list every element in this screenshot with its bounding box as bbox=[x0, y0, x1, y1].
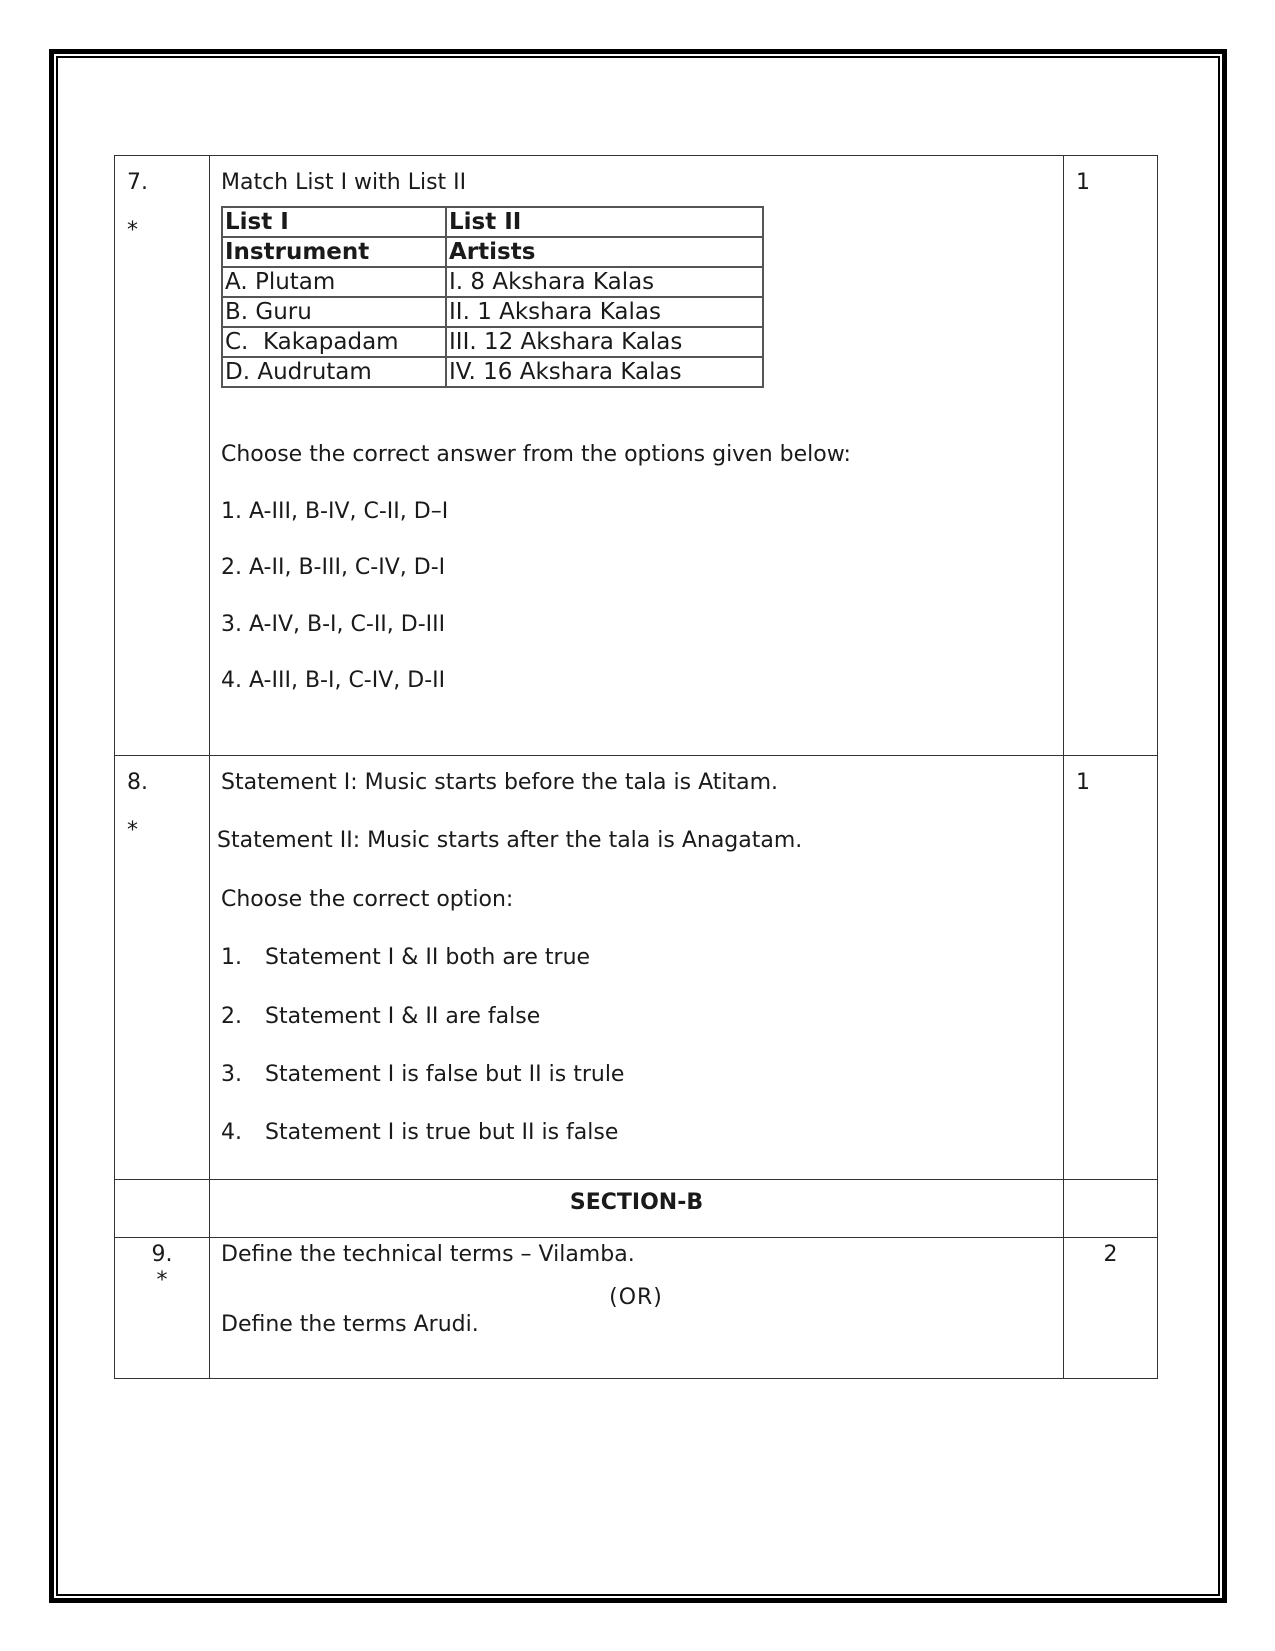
list-two-item: IV. 16 Akshara Kalas bbox=[446, 357, 763, 387]
option-number: 4. bbox=[221, 1120, 242, 1146]
option-number: 3. bbox=[221, 1061, 242, 1087]
list-two-item: I. 8 Akshara Kalas bbox=[446, 267, 763, 297]
question-line: Define the technical terms – Vilamba. bbox=[221, 1242, 635, 1267]
list-two-item: III. 12 Akshara Kalas bbox=[446, 327, 763, 357]
match-row bbox=[222, 267, 763, 297]
answer-option bbox=[221, 945, 1051, 971]
marks-cell bbox=[1064, 156, 1158, 756]
option-text: Statement I & II are false bbox=[265, 1003, 541, 1029]
option-text: Statement I is true but II is false bbox=[265, 1120, 619, 1146]
statement-one: Statement I: Music starts before the tala is Atitam. bbox=[221, 770, 779, 795]
option-number: 1. bbox=[221, 945, 242, 971]
or-separator: (OR) bbox=[609, 1285, 663, 1311]
match-row bbox=[222, 327, 763, 357]
statement-two: Statement II: Music starts after the tala is Anagatam. bbox=[217, 828, 803, 854]
question-number: 9. bbox=[151, 1242, 173, 1267]
question-table bbox=[114, 155, 1158, 1379]
marks-cell bbox=[1064, 756, 1158, 1180]
marks-cell bbox=[1064, 1238, 1158, 1379]
option-number: 2. bbox=[221, 1003, 242, 1029]
question-text-cell bbox=[210, 156, 1064, 756]
empty-cell bbox=[115, 1180, 210, 1238]
question-number-cell bbox=[115, 756, 210, 1180]
marks-value: 1 bbox=[1076, 170, 1090, 195]
match-header-row bbox=[222, 207, 763, 237]
list-one-item: C. Kakapadam bbox=[222, 327, 446, 357]
asterisk-mark: * bbox=[127, 818, 138, 844]
marks-value: 1 bbox=[1076, 770, 1090, 795]
option-text: Statement I is false but II is trule bbox=[265, 1061, 625, 1087]
list-one-item: A. Plutam bbox=[222, 267, 446, 297]
answer-option bbox=[221, 1004, 1051, 1030]
answer-option: 4. A-III, B-I, C-IV, D-II bbox=[221, 667, 446, 693]
answer-option: 2. A-II, B-III, C-IV, D-I bbox=[221, 555, 446, 581]
question-row-7 bbox=[115, 156, 1158, 756]
section-title: SECTION-B bbox=[210, 1180, 1064, 1238]
answer-option bbox=[221, 1062, 1051, 1088]
question-text-cell bbox=[210, 1238, 1064, 1379]
match-list-table bbox=[221, 206, 764, 388]
question-row-8 bbox=[115, 756, 1158, 1180]
question-number: 8. bbox=[127, 770, 148, 795]
section-header-row bbox=[115, 1180, 1158, 1238]
list-one-item: D. Audrutam bbox=[222, 357, 446, 387]
answer-instruction: Choose the correct option: bbox=[221, 886, 514, 912]
empty-cell bbox=[1064, 1180, 1158, 1238]
match-row bbox=[222, 297, 763, 327]
question-line: Define the terms Arudi. bbox=[221, 1311, 479, 1337]
question-number-cell bbox=[115, 156, 210, 756]
answer-option bbox=[221, 1120, 1051, 1146]
option-text: Statement I & II both are true bbox=[265, 945, 591, 971]
question-prompt: Match List I with List II bbox=[221, 170, 467, 195]
question-text-cell bbox=[210, 756, 1064, 1180]
list-two-header: List II bbox=[446, 207, 763, 237]
answer-option: 1. A-III, B-IV, C-II, D–I bbox=[221, 498, 449, 524]
match-subheader-row bbox=[222, 237, 763, 267]
list-two-item: II. 1 Akshara Kalas bbox=[446, 297, 763, 327]
match-row bbox=[222, 357, 763, 387]
list-one-subheader: Instrument bbox=[222, 237, 446, 267]
answer-instruction: Choose the correct answer from the options given below: bbox=[221, 442, 851, 468]
question-number-cell bbox=[115, 1238, 210, 1379]
list-one-item: B. Guru bbox=[222, 297, 446, 327]
answer-option: 3. A-IV, B-I, C-II, D-III bbox=[221, 611, 446, 637]
asterisk-mark: * bbox=[127, 218, 138, 244]
asterisk-mark: * bbox=[156, 1268, 168, 1294]
list-one-header: List I bbox=[222, 207, 446, 237]
marks-value: 2 bbox=[1103, 1242, 1118, 1267]
question-number: 7. bbox=[127, 170, 148, 195]
question-row-9 bbox=[115, 1238, 1158, 1379]
list-two-subheader: Artists bbox=[446, 237, 763, 267]
